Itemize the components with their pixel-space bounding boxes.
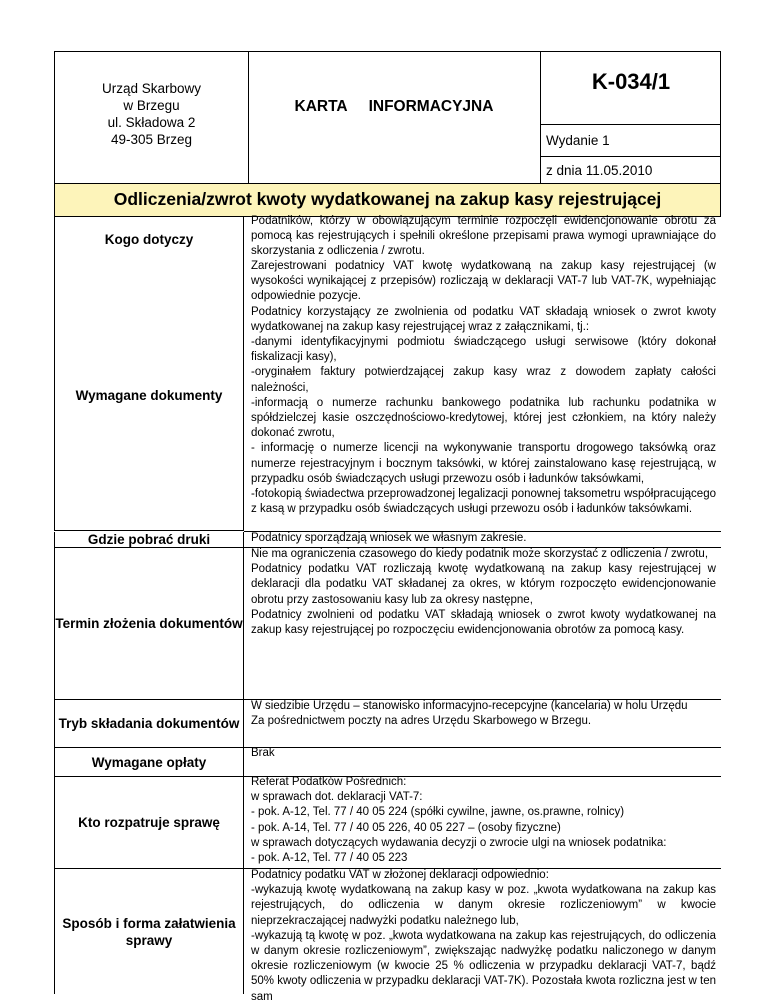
section-text <box>251 214 716 260</box>
section-label: Gdzie pobrać druki <box>54 532 244 547</box>
code-box <box>541 52 721 125</box>
section-termin <box>54 548 721 700</box>
section-label: Tryb składania dokumentów <box>54 700 244 748</box>
text-line: Brak <box>251 747 275 759</box>
text-line: - pok. A-14, Tel. 77 / 40 05 226, 40 05 227 – (osoby fizyczne) <box>251 821 561 834</box>
text-line: w sprawach dot. deklaracji VAT-7: <box>251 791 423 804</box>
section-label: Wymagane dokumenty <box>54 261 244 531</box>
text-line: -wykazują kwotę wydatkowaną na zakup kasy w poz. „kwota wydatkowana na zakup kas rejestrujących, do odliczenia w danym okresie rozliczeniowym” w kwocie nieprzekraczającej nadwyżki podatku należnego lub, <box>251 884 716 927</box>
text-line: W siedzibie Urzędu – stanowisko informacyjno-recepcyjne (kancelaria) w holu Urzędu <box>251 700 688 712</box>
section-label: Wymagane opłaty <box>54 748 244 777</box>
section-label: Sposób i forma załatwienia sprawy <box>54 869 244 994</box>
text-line: w sprawach dotyczących wydawania decyzji o zwrocie ulgi na wniosek podatnika: <box>251 836 667 849</box>
section-label: Kogo dotyczy <box>54 217 244 261</box>
section-label: Kto rozpatruje sprawę <box>54 777 244 869</box>
text-line: Podatników, którzy w obowiązującym terminie rozpoczęli ewidencjonowanie obrotu za pomocą kas rejestrujących i spełnili określone przepisami prawa wymogi uprawniające do skorzystania z odliczenia / zwrotu. <box>251 215 716 258</box>
office-line: w Brzegu <box>123 98 180 113</box>
section-druki <box>54 532 721 547</box>
section-oplaty <box>54 748 721 777</box>
section-text <box>251 259 716 517</box>
header-table <box>54 51 721 184</box>
text-line: Referat Podatków Pośrednich: <box>251 776 407 788</box>
section-text <box>251 868 716 1005</box>
text-line: Podatnicy podatku VAT w złożonej deklaracji odpowiednio: <box>251 869 549 881</box>
section-kogo <box>54 217 721 261</box>
document-code: K-034/1 <box>591 69 671 94</box>
text-line: Nie ma ograniczenia czasowego do kiedy podatnik może skorzystać z odliczenia / zwrotu, <box>251 548 709 560</box>
edition-box <box>541 124 721 157</box>
card-label-cell <box>248 52 541 183</box>
page-title: Odliczenia/zwrot kwoty wydatkowanej na zakup kasy rejestrującej <box>54 184 721 217</box>
text-line: - pok. A-12, Tel. 77 / 40 05 223 <box>251 852 408 865</box>
section-sposob <box>54 869 721 1003</box>
office-address <box>55 80 248 148</box>
text-line: Podatnicy korzystający ze zwolnienia od podatku VAT składają wniosek o zwrot kwoty wydatkowanej na zakup kasy rejestrującej wraz z załącznikami, tj.: <box>251 305 716 333</box>
text-line: - pok. A-12, Tel. 77 / 40 05 224 (spółki cywilne, jawne, os.prawne, rolnicy) <box>251 806 625 819</box>
edition-date: z dnia 11.05.2010 <box>546 163 653 178</box>
card-label: KARTA INFORMACYJNA <box>294 98 494 115</box>
section-kto <box>54 777 721 869</box>
text-line: Zarejestrowani podatnicy VAT kwotę wydatkowaną na zakup kasy rejestrującej (w wysokości wynikającej z przepisów) rozliczają w deklaracji VAT-7 lub VAT-7K, wypełniając odpowiednie pozycje. <box>251 260 716 303</box>
office-line: Urząd Skarbowy <box>101 81 202 96</box>
edition: Wydanie 1 <box>546 133 610 148</box>
office-cell <box>55 52 249 183</box>
section-tryb <box>54 700 721 748</box>
section-text <box>251 531 716 546</box>
text-line: -fotokopią świadectwa przeprowadzonej legalizacji ponownej taksometru współpracującego z kasą w przypadku osób świadczących usługi przewozu osób i ładunków taksówkami. <box>251 488 716 516</box>
section-text <box>251 547 716 638</box>
text-line: -informacją o numerze rachunku bankowego podatnika lub rachunku podatnika w spółdzielczej kasie oszczędnościowo-kredytowej, której jest członkiem, na który należy dokonać zwrotu, <box>251 396 716 440</box>
text-line: - informację o numerze licencji na wykonywanie transportu drogowego taksówką oraz numerze rejestracyjnym i bocznym taksówki, w której zainstalowano kasę rejestrującą, w przypadku osób świadczących usługi przewozu osób i ładunków taksówkami, <box>251 442 716 485</box>
text-line: -wykazują tą kwotę w poz. „kwota wydatkowana na zakup kas rejestrujących, do odliczenia w danym okresie rozliczeniowym”, zwiększając nadwyżkę podatku naliczonego w danym okresie rozliczeniowym (w kwocie 25 % odliczenia w przypadku deklaracji VAT-7, bądź 50% kwoty odliczenia w przypadku deklaracji VAT-7K). Pozostała kwota rozliczna jest w ten sam <box>251 929 716 1003</box>
code-cell <box>541 52 721 183</box>
section-text <box>251 699 716 729</box>
section-dokumenty <box>54 261 721 531</box>
text-line: Podatnicy sporządzają wniosek we własnym zakresie. <box>251 532 527 544</box>
text-line: -oryginałem faktury potwierdzającej zakup kasy wraz z dowodem zapłaty całości należności, <box>251 366 716 394</box>
section-text <box>251 775 716 866</box>
section-label: Termin złożenia dokumentów <box>54 548 244 700</box>
section-text <box>251 746 716 761</box>
text-line: Podatnicy zwolnieni od podatku VAT składają wniosek o zwrot kwoty wydatkowanej na zakup kasy rejestrującej po rozpoczęciu ewidencjonowania obrotów za pomocą kasy. <box>251 608 716 637</box>
office-line: ul. Składowa 2 <box>107 115 196 130</box>
text-line: Za pośrednictwem poczty na adres Urzędu Skarbowego w Brzegu. <box>251 715 592 728</box>
text-line: Podatnicy podatku VAT rozliczają kwotę wydatkowaną na zakup kasy rejestrującej w deklaracji dla podatku VAT składanej za okres, w którym rozpoczęto ewidencjonowanie obrotu przy zastosowaniu kasy lub za okresy następne, <box>251 563 716 606</box>
office-line: 49-305 Brzeg <box>110 132 193 147</box>
text-line: -danymi identyfikacyjnymi podmiotu świadczącego usługi serwisowe (który dokonał fiskalizacji kasy), <box>251 336 716 364</box>
